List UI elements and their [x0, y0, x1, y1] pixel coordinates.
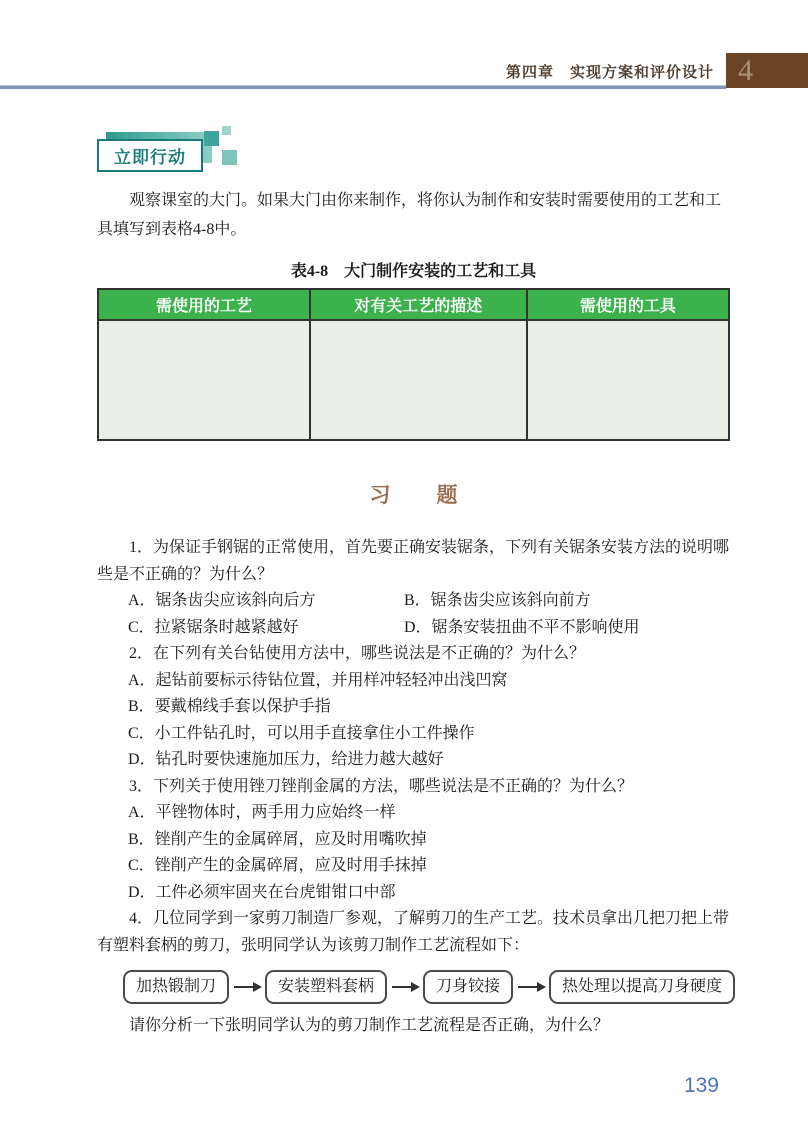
deco-square-icon	[222, 150, 237, 165]
option-a: A．起钻前要标示待钻位置，并用样冲轻轻冲出浅凹窝	[128, 671, 508, 689]
activity-section	[97, 186, 730, 441]
question-1-stem: 1．为保证手钢锯的正常使用，首先要正确安装锯条，下列有关锯条安装方法的说明哪些是不正确的？为什么？	[97, 539, 730, 583]
flow-step: 安装塑料套柄	[265, 970, 387, 1004]
question-3-options	[97, 800, 730, 906]
table-header-description: 对有关工艺的描述	[310, 289, 527, 320]
activity-badge-label: 立即行动	[97, 139, 203, 172]
option-d: D．工件必须牢固夹在台虎钳钳口中部	[128, 883, 396, 901]
table-row	[98, 320, 729, 440]
arrow-right-icon	[392, 986, 418, 988]
option-d: D．锯条安装扭曲不平不影响使用	[404, 618, 640, 636]
table-cell-process	[98, 320, 310, 440]
question-4-followup: 请你分析一下张明同学认为的剪刀制作工艺流程是否正确，为什么？	[129, 1017, 610, 1034]
flow-step: 刀身铰接	[423, 970, 513, 1004]
deco-square-icon	[204, 131, 219, 146]
exercises-title-char: 习	[369, 484, 391, 507]
table-header-tools: 需使用的工具	[527, 289, 729, 320]
activity-badge	[97, 125, 267, 177]
table-caption: 表4-8 大门制作安装的工艺和工具	[290, 263, 537, 280]
option-b: B．锯条齿尖应该斜向前方	[404, 592, 591, 609]
exercises-section	[97, 479, 730, 1040]
option-b: B．要戴棉线手套以保护手指	[128, 698, 331, 715]
chapter-number-badge	[726, 53, 808, 88]
option-a: A．平锉物体时，两手用力应始终一样	[128, 804, 396, 821]
questions-block	[97, 535, 730, 1040]
table-header-row	[98, 289, 729, 320]
deco-square-icon	[222, 126, 231, 135]
chapter-title: 第四章 实现方案和评价设计	[505, 65, 714, 81]
question-2-options	[97, 668, 730, 774]
option-c: C．小工件钻孔时，可以用手直接拿住小工件操作	[128, 724, 475, 742]
question-1-options	[97, 588, 730, 641]
process-flowchart	[123, 970, 730, 1004]
chapter-number: 4	[738, 54, 753, 87]
question-4-stem: 4．几位同学到一家剪刀制造厂参观，了解剪刀的生产工艺。技术员拿出几把刀把上带有塑料套柄的剪刀，张明同学认为该剪刀制作工艺流程如下：	[97, 910, 730, 954]
option-a: A．锯条齿尖应该斜向后方	[128, 592, 316, 609]
option-c: C．锉削产生的金属碎屑，应及时用手抹掉	[128, 857, 427, 874]
option-d: D．钻孔时要快速施加压力，给进力越大越好	[128, 751, 444, 768]
table-cell-description	[310, 320, 527, 440]
flow-step: 热处理以提高刀身硬度	[549, 970, 735, 1004]
activity-intro: 观察课室的大门。如果大门由你来制作，将你认为制作和安装时需要使用的工艺和工具填写到表格4-8中。	[97, 192, 722, 238]
arrow-right-icon	[234, 986, 260, 988]
exercises-title	[97, 479, 730, 509]
question-3-stem: 3．下列关于使用锉刀锉削金属的方法，哪些说法是不正确的？为什么？	[129, 777, 634, 795]
question-2-stem: 2．在下列有关台钻使用方法中，哪些说法是不正确的？为什么？	[129, 645, 586, 662]
exercises-title-char: 题	[436, 484, 458, 507]
header-rule	[0, 85, 726, 89]
arrow-right-icon	[518, 986, 544, 988]
table-header-process: 需使用的工艺	[98, 289, 310, 320]
option-b: B．锉削产生的金属碎屑，应及时用嘴吹掉	[128, 830, 427, 848]
option-c: C．拉紧锯条时越紧越好	[128, 618, 299, 636]
tools-table	[97, 288, 730, 441]
page-number: 139	[683, 1074, 719, 1097]
table-cell-tools	[527, 320, 729, 440]
flow-step: 加热锻制刀	[123, 970, 229, 1004]
